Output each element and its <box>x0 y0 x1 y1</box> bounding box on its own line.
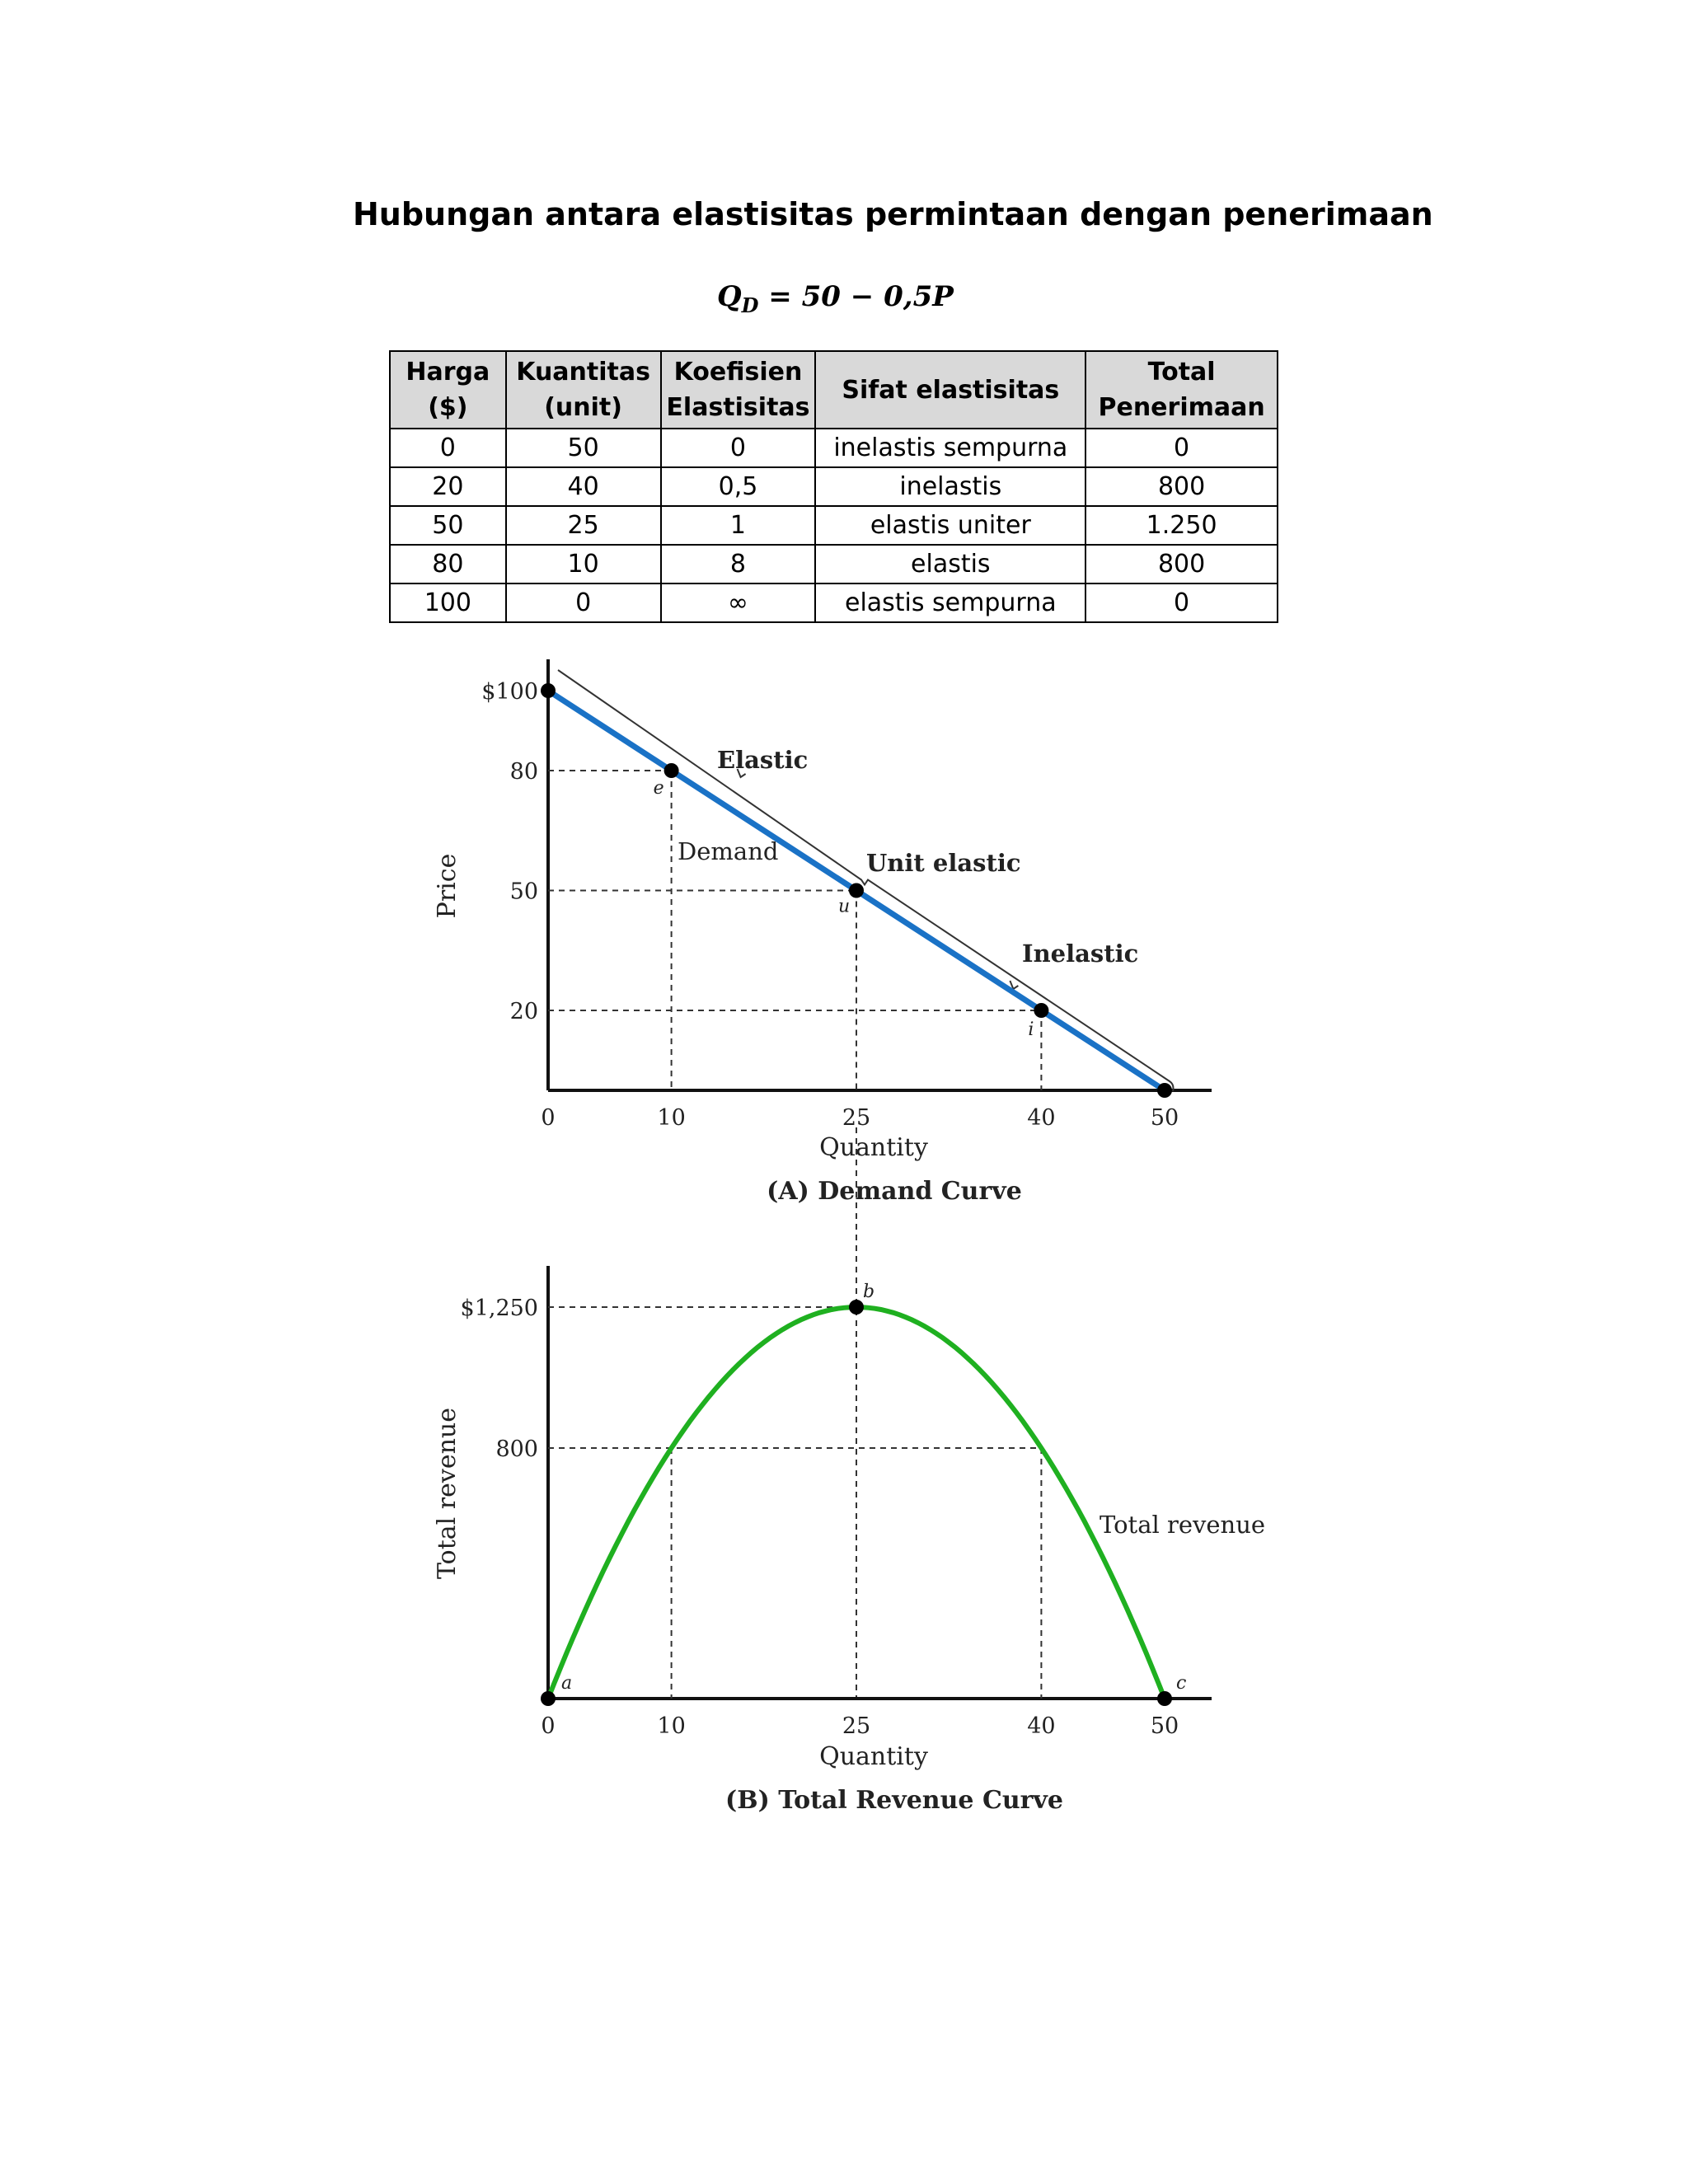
demand-point <box>664 763 679 778</box>
revenue-x-tick-label: 10 <box>657 1713 686 1739</box>
revenue-x-axis-label: Quantity <box>819 1742 928 1771</box>
table-cell: 25 <box>506 506 661 545</box>
table-cell: 800 <box>1085 545 1278 583</box>
table-cell: 800 <box>1085 467 1278 506</box>
table-cell: elastis uniter <box>815 506 1085 545</box>
point-label-c: c <box>1176 1673 1187 1694</box>
header-kuantitas: Kuantitas (unit) <box>506 351 661 429</box>
revenue-y-axis-label: Total revenue <box>433 1407 462 1580</box>
header-sifat: Sifat elastisitas <box>815 351 1085 429</box>
demand-x-tick-label: 0 <box>541 1105 556 1131</box>
point-label-i: i <box>1028 1019 1034 1040</box>
table-cell: 0 <box>1085 583 1278 622</box>
table-cell: 20 <box>390 467 506 506</box>
demand-y-tick-label: 50 <box>509 879 538 905</box>
table-cell: 0 <box>506 583 661 622</box>
formula-rhs: = 50 − 0,5P <box>758 280 954 313</box>
table-cell: 8 <box>661 545 816 583</box>
demand-x-tick-label: 40 <box>1027 1105 1056 1131</box>
annotation-elastic: Elastic <box>717 746 809 774</box>
revenue-x-tick-label: 50 <box>1150 1713 1179 1739</box>
demand-point <box>541 683 556 698</box>
point-label-a: a <box>561 1673 573 1694</box>
revenue-x-tick-label: 40 <box>1027 1713 1056 1739</box>
header-total: Total Penerimaan <box>1085 351 1278 429</box>
point-label-e: e <box>653 778 664 799</box>
demand-x-axis-label: Quantity <box>819 1133 928 1162</box>
table-cell: 0 <box>661 429 816 467</box>
table-cell: 80 <box>390 545 506 583</box>
table-cell: inelastis sempurna <box>815 429 1085 467</box>
table-cell: 40 <box>506 467 661 506</box>
formula-q: Q <box>717 280 742 313</box>
demand-series-label: Demand <box>678 837 779 865</box>
table-cell: 100 <box>390 583 506 622</box>
table-cell: 1.250 <box>1085 506 1278 545</box>
table-cell: elastis sempurna <box>815 583 1085 622</box>
document-title: Hubungan antara elastisitas permintaan dengan penerimaan <box>353 196 1433 232</box>
revenue-point <box>849 1300 864 1315</box>
formula-subscript: D <box>741 293 759 317</box>
table-cell: 10 <box>506 545 661 583</box>
table-cell: inelastis <box>815 467 1085 506</box>
table-cell: 50 <box>390 506 506 545</box>
revenue-chart-title: (B) Total Revenue Curve <box>725 1786 1063 1815</box>
table-cell: 0 <box>1085 429 1278 467</box>
header-koefisien: Koefisien Elastisitas <box>661 351 816 429</box>
demand-point <box>1034 1003 1048 1018</box>
point-label-u: u <box>838 896 851 917</box>
annotation-unit-elastic: Unit elastic <box>866 849 1021 877</box>
total-revenue-series-label: Total revenue <box>1100 1511 1266 1539</box>
demand-y-axis-label: Price <box>433 853 462 919</box>
annotation-inelastic: Inelastic <box>1022 940 1139 968</box>
revenue-y-tick-label: $1,250 <box>460 1296 538 1321</box>
demand-y-tick-label: $100 <box>481 679 538 705</box>
demand-x-tick-label: 10 <box>657 1105 686 1131</box>
table-cell: elastis <box>815 545 1085 583</box>
revenue-point <box>1157 1691 1172 1706</box>
point-label-b: b <box>863 1282 875 1302</box>
table-cell: 50 <box>506 429 661 467</box>
demand-point <box>849 883 864 898</box>
demand-point <box>1157 1083 1172 1098</box>
table-cell: 0,5 <box>661 467 816 506</box>
header-harga: Harga ($) <box>390 351 506 429</box>
demand-x-tick-label: 50 <box>1150 1105 1179 1131</box>
table-cell: 0 <box>390 429 506 467</box>
revenue-x-tick-label: 0 <box>541 1713 556 1739</box>
demand-x-tick-label: 25 <box>842 1105 871 1131</box>
elasticity-bracket <box>558 670 1174 1091</box>
table-cell: 1 <box>661 506 816 545</box>
revenue-y-tick-label: 800 <box>495 1436 538 1462</box>
revenue-x-tick-label: 25 <box>842 1713 871 1739</box>
demand-y-tick-label: 80 <box>509 759 538 785</box>
revenue-point <box>541 1691 556 1706</box>
demand-chart-title: (A) Demand Curve <box>767 1177 1022 1206</box>
demand-y-tick-label: 20 <box>509 999 538 1024</box>
table-cell: ∞ <box>661 583 816 622</box>
